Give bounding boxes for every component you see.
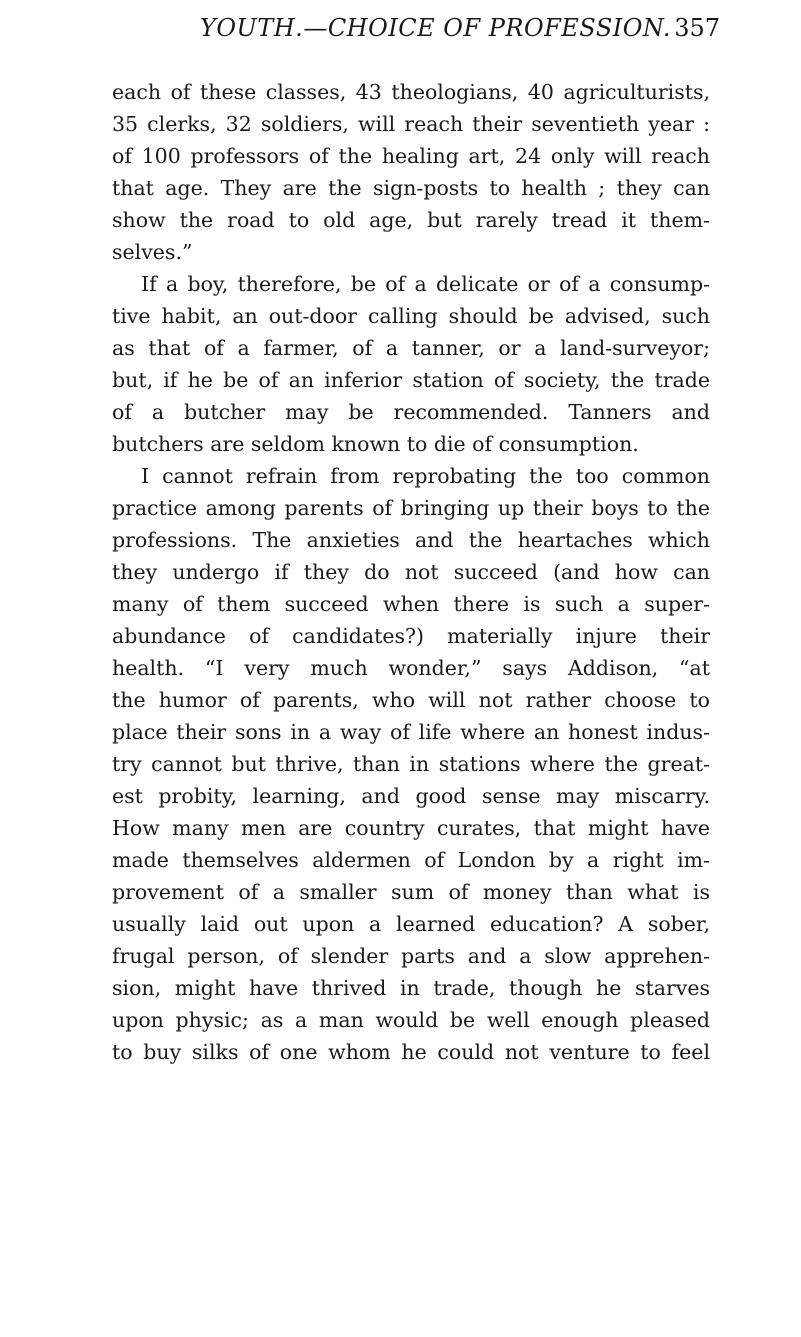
text-line: provement of a smaller sum of money than what is	[112, 880, 710, 904]
text-line: each of these classes, 43 theologians, 40 agriculturists,	[112, 80, 710, 104]
text-line: but, if he be of an inferior station of society, the trade	[112, 368, 710, 392]
text-line: show the road to old age, but rarely tread it them-	[112, 208, 710, 232]
text-line: How many men are country curates, that might have	[112, 816, 710, 840]
text-line: of a butcher may be recommended. Tanners and	[112, 400, 710, 424]
text-line: they undergo if they do not succeed (and how can	[112, 560, 710, 584]
text-line: upon physic; as a man would be well enough pleased	[112, 1008, 710, 1032]
text-line: tive habit, an out-door calling should be advised, such	[112, 304, 710, 328]
text-line: 35 clerks, 32 soldiers, will reach their seventieth year :	[112, 112, 710, 136]
paragraph-start-line: If a boy, therefore, be of a delicate or of a consump-	[141, 272, 710, 296]
text-line: try cannot but thrive, than in stations where the great-	[112, 752, 710, 776]
text-line: usually laid out upon a learned education? A sober,	[112, 912, 710, 936]
text-line: that age. They are the sign-posts to health ; they can	[112, 176, 710, 200]
text-line: butchers are seldom known to die of consumption.	[112, 432, 639, 456]
text-line: the humor of parents, who will not rather choose to	[112, 688, 710, 712]
text-line: health. “I very much wonder,” says Addison, “at	[112, 656, 710, 680]
text-line: many of them succeed when there is such a super-	[112, 592, 710, 616]
text-line: abundance of candidates?) materially injure their	[112, 624, 710, 648]
text-line: sion, might have thrived in trade, though he starves	[112, 976, 710, 1000]
page-number: 357	[674, 14, 720, 42]
running-head: YOUTH.—CHOICE OF PROFESSION.	[200, 14, 672, 42]
text-line: frugal person, of slender parts and a slow apprehen-	[112, 944, 710, 968]
text-line: place their sons in a way of life where an honest indus-	[112, 720, 710, 744]
paragraph-start-line: I cannot refrain from reprobating the too common	[141, 464, 710, 488]
text-line: as that of a farmer, of a tanner, or a land-surveyor;	[112, 336, 710, 360]
text-line: to buy silks of one whom he could not venture to feel	[112, 1040, 710, 1064]
text-line: practice among parents of bringing up their boys to the	[112, 496, 710, 520]
text-line: of 100 professors of the healing art, 24 only will reach	[112, 144, 710, 168]
text-line: selves.”	[112, 240, 193, 264]
page-header	[200, 14, 720, 54]
text-line: made themselves aldermen of London by a right im-	[112, 848, 710, 872]
text-line: professions. The anxieties and the heartaches which	[112, 528, 710, 552]
text-line: est probity, learning, and good sense may miscarry.	[112, 784, 710, 808]
